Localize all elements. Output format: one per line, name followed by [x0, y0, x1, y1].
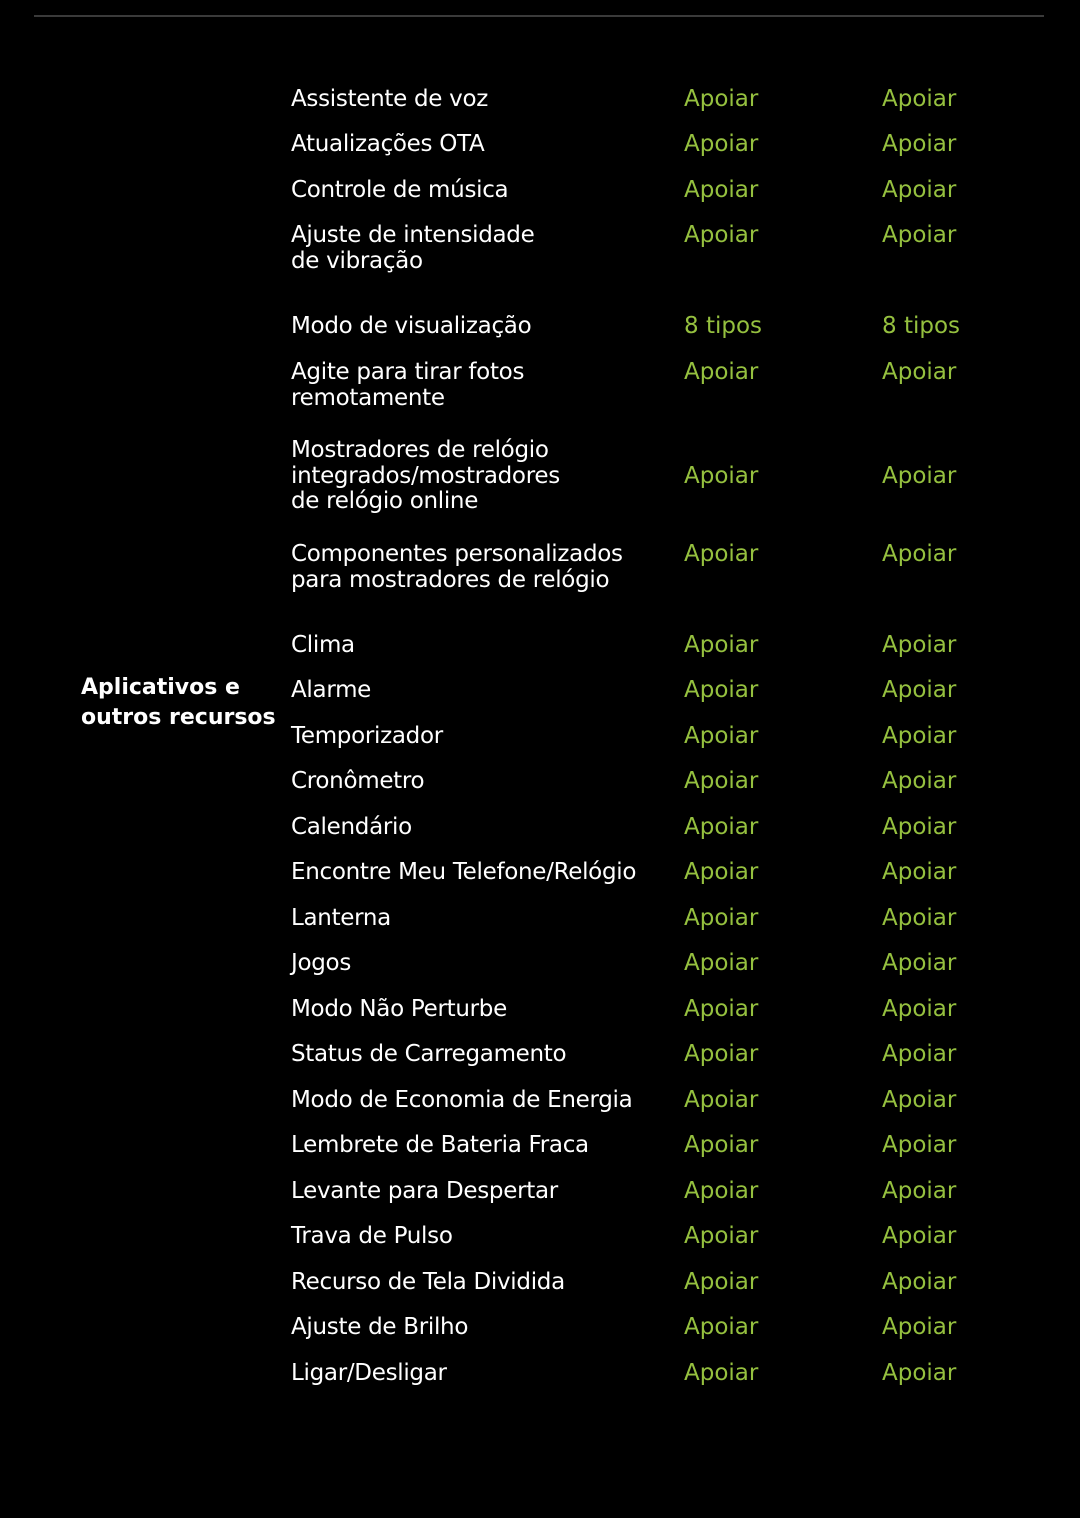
feature-name	[291, 438, 676, 515]
top-divider	[34, 15, 1044, 17]
feature-name-line: Clima	[291, 632, 355, 658]
support-value-col1: Apoiar	[684, 1041, 759, 1067]
support-value-col1: Apoiar	[684, 768, 759, 794]
feature-name-line: de vibração	[291, 247, 423, 274]
support-value-col2: Apoiar	[882, 131, 957, 157]
feature-name-line: Componentes personalizados	[291, 541, 623, 567]
feature-name-line: Controle de música	[291, 177, 509, 203]
feature-name	[291, 1361, 676, 1387]
category-label-line: Aplicativos e	[81, 675, 240, 700]
feature-name-line: Trava de Pulso	[291, 1223, 453, 1249]
support-value-col2: Apoiar	[882, 222, 957, 248]
support-value-col1: Apoiar	[684, 462, 759, 489]
support-value-col1: Apoiar	[684, 131, 759, 157]
feature-name-line: Agite para tirar fotos	[291, 359, 525, 385]
support-value-col2: Apoiar	[882, 86, 957, 112]
support-value-col1: Apoiar	[684, 905, 759, 931]
support-value-col2: Apoiar	[882, 1178, 957, 1204]
support-value-col2: Apoiar	[882, 1223, 957, 1249]
feature-name	[291, 1270, 676, 1296]
feature-name-line: remotamente	[291, 384, 445, 411]
support-value-col1: Apoiar	[684, 541, 759, 567]
feature-name	[291, 724, 676, 750]
feature-name-line: Ajuste de intensidade	[291, 222, 535, 248]
feature-name	[291, 1042, 676, 1068]
feature-name	[291, 1088, 676, 1114]
feature-name	[291, 1179, 676, 1205]
feature-name-line: de relógio online	[291, 488, 479, 514]
feature-name	[291, 951, 676, 977]
support-value-col2: Apoiar	[882, 177, 957, 203]
support-value-col1: Apoiar	[684, 859, 759, 885]
support-value-col1: Apoiar	[684, 222, 759, 248]
feature-name	[291, 542, 676, 593]
support-value-col1: Apoiar	[684, 814, 759, 840]
feature-name	[291, 1315, 676, 1341]
feature-name-line: Modo de Economia de Energia	[291, 1087, 633, 1113]
support-value-col2: Apoiar	[882, 905, 957, 931]
feature-name	[291, 860, 676, 886]
feature-name-line: Ajuste de Brilho	[291, 1314, 469, 1340]
support-value-col1: Apoiar	[684, 359, 759, 385]
support-value-col2: Apoiar	[882, 1087, 957, 1113]
feature-name-line: Alarme	[291, 677, 372, 703]
support-value-col2: Apoiar	[882, 859, 957, 885]
feature-name	[291, 178, 676, 204]
support-value-col2: Apoiar	[882, 996, 957, 1022]
feature-name	[291, 769, 676, 795]
support-value-col1: Apoiar	[684, 177, 759, 203]
support-value-col2: Apoiar	[882, 632, 957, 658]
support-value-col1: Apoiar	[684, 723, 759, 749]
support-value-col2: Apoiar	[882, 1314, 957, 1340]
support-value-col2: Apoiar	[882, 677, 957, 703]
feature-name-line: Mostradores de relógio	[291, 437, 549, 463]
feature-name-line: Atualizações OTA	[291, 131, 485, 157]
feature-name	[291, 815, 676, 841]
support-value-col2: Apoiar	[882, 541, 957, 567]
support-value-col1: Apoiar	[684, 1223, 759, 1249]
feature-name-line: Lembrete de Bateria Fraca	[291, 1132, 589, 1158]
support-value-col1: Apoiar	[684, 86, 759, 112]
feature-name	[291, 360, 676, 411]
support-value-col1: Apoiar	[684, 1269, 759, 1295]
feature-name-line: Encontre Meu Telefone/Relógio	[291, 859, 637, 885]
feature-name	[291, 906, 676, 932]
support-value-col2: Apoiar	[882, 1132, 957, 1158]
feature-name-line: Modo de visualização	[291, 313, 532, 339]
support-value-col1: Apoiar	[684, 1087, 759, 1113]
feature-name	[291, 223, 676, 274]
support-value-col1: Apoiar	[684, 677, 759, 703]
support-value-col1: Apoiar	[684, 950, 759, 976]
support-value-col1: 8 tipos	[684, 313, 763, 339]
support-value-col2: Apoiar	[882, 723, 957, 749]
feature-name-line: Lanterna	[291, 905, 391, 931]
feature-name	[291, 314, 676, 340]
support-value-col1: Apoiar	[684, 1132, 759, 1158]
feature-name-line: Jogos	[291, 950, 352, 976]
support-value-col2: Apoiar	[882, 359, 957, 385]
support-value-col2: Apoiar	[882, 1041, 957, 1067]
support-value-col1: Apoiar	[684, 632, 759, 658]
feature-name-line: Recurso de Tela Dividida	[291, 1269, 565, 1295]
category-label	[81, 673, 281, 733]
feature-name-line: Calendário	[291, 814, 412, 840]
support-value-col2: Apoiar	[882, 950, 957, 976]
feature-name-line: Cronômetro	[291, 768, 425, 794]
feature-name	[291, 633, 676, 659]
support-value-col2: Apoiar	[882, 1269, 957, 1295]
category-label-line: outros recursos	[81, 705, 276, 730]
feature-name-line: Levante para Despertar	[291, 1178, 558, 1204]
support-value-col2: 8 tipos	[882, 313, 961, 339]
feature-name	[291, 1224, 676, 1250]
feature-name-line: Temporizador	[291, 723, 443, 749]
feature-name	[291, 1133, 676, 1159]
feature-name-line: Assistente de voz	[291, 86, 489, 112]
feature-name	[291, 132, 676, 158]
feature-name-line: Status de Carregamento	[291, 1041, 567, 1067]
feature-name-line: para mostradores de relógio	[291, 566, 610, 593]
feature-name	[291, 997, 676, 1023]
support-value-col2: Apoiar	[882, 1360, 957, 1386]
support-value-col2: Apoiar	[882, 814, 957, 840]
feature-name-line: integrados/mostradores	[291, 462, 560, 489]
feature-name	[291, 678, 676, 704]
feature-name-line: Ligar/Desligar	[291, 1360, 447, 1386]
support-value-col2: Apoiar	[882, 462, 957, 489]
support-value-col2: Apoiar	[882, 768, 957, 794]
support-value-col1: Apoiar	[684, 1360, 759, 1386]
support-value-col1: Apoiar	[684, 996, 759, 1022]
support-value-col1: Apoiar	[684, 1314, 759, 1340]
feature-name	[291, 87, 676, 113]
support-value-col1: Apoiar	[684, 1178, 759, 1204]
feature-name-line: Modo Não Perturbe	[291, 996, 507, 1022]
